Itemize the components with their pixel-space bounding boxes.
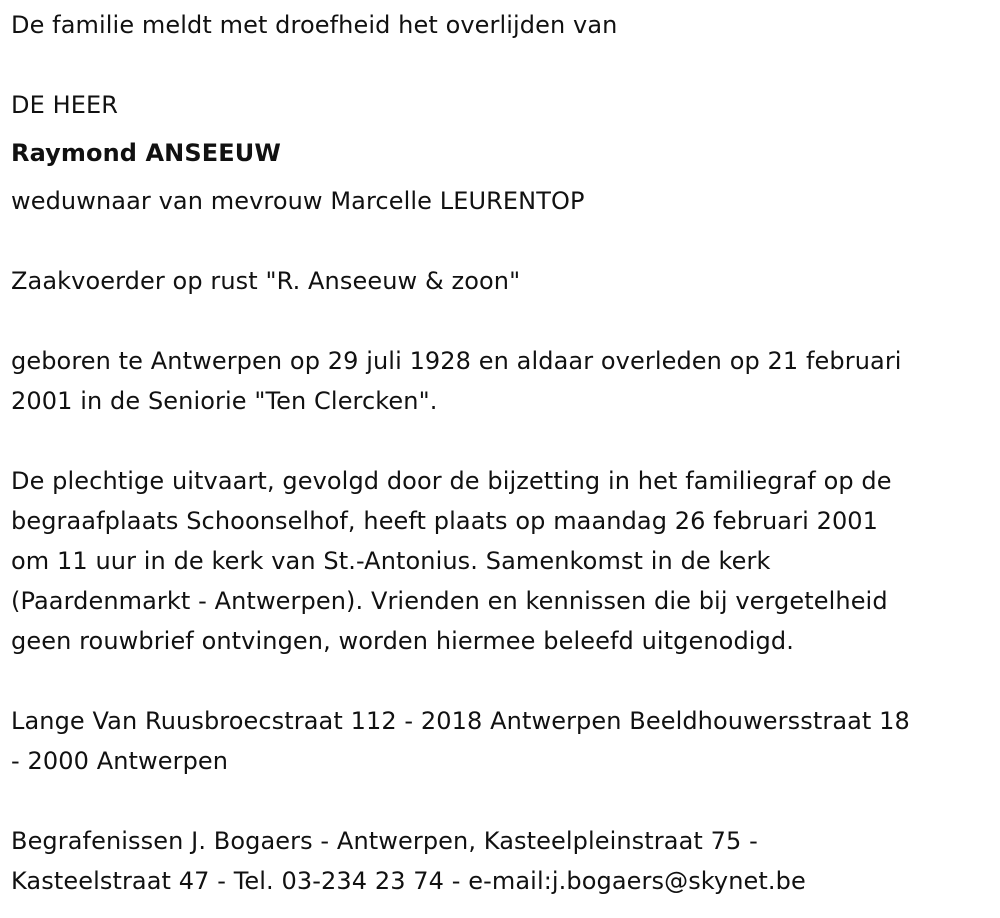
undertaker-line-2: Kasteelstraat 47 - Tel. 03-234 23 74 - e-mail:j.bogaers@skynet.be (11, 867, 806, 895)
salutation: DE HEER (11, 91, 119, 119)
undertaker-line-1: Begrafenissen J. Bogaers - Antwerpen, Kasteelpleinstraat 75 - (11, 827, 758, 855)
address-line-2: - 2000 Antwerpen (11, 747, 229, 775)
relation-text: weduwnaar van mevrouw Marcelle LEURENTOP (11, 187, 585, 215)
occupation-text: Zaakvoerder op rust "R. Anseeuw & zoon" (11, 267, 521, 295)
intro-text: De familie meldt met droefheid het overlijden van (11, 11, 618, 39)
birth-death-line-1: geboren te Antwerpen op 29 juli 1928 en aldaar overleden op 21 februari (11, 347, 902, 375)
deceased-name: Raymond ANSEEUW (11, 139, 281, 167)
birth-death-line-2: 2001 in de Seniorie "Ten Clercken". (11, 387, 438, 415)
funeral-line-5: geen rouwbrief ontvingen, worden hiermee beleefd uitgenodigd. (11, 627, 794, 655)
funeral-line-3: om 11 uur in de kerk van St.-Antonius. Samenkomst in de kerk (11, 547, 771, 575)
funeral-line-1: De plechtige uitvaart, gevolgd door de bijzetting in het familiegraf op de (11, 467, 892, 495)
funeral-line-2: begraafplaats Schoonselhof, heeft plaats op maandag 26 februari 2001 (11, 507, 879, 535)
address-line-1: Lange Van Ruusbroecstraat 112 - 2018 Antwerpen Beeldhouwersstraat 18 (11, 707, 910, 735)
funeral-line-4: (Paardenmarkt - Antwerpen). Vrienden en kennissen die bij vergetelheid (11, 587, 888, 615)
